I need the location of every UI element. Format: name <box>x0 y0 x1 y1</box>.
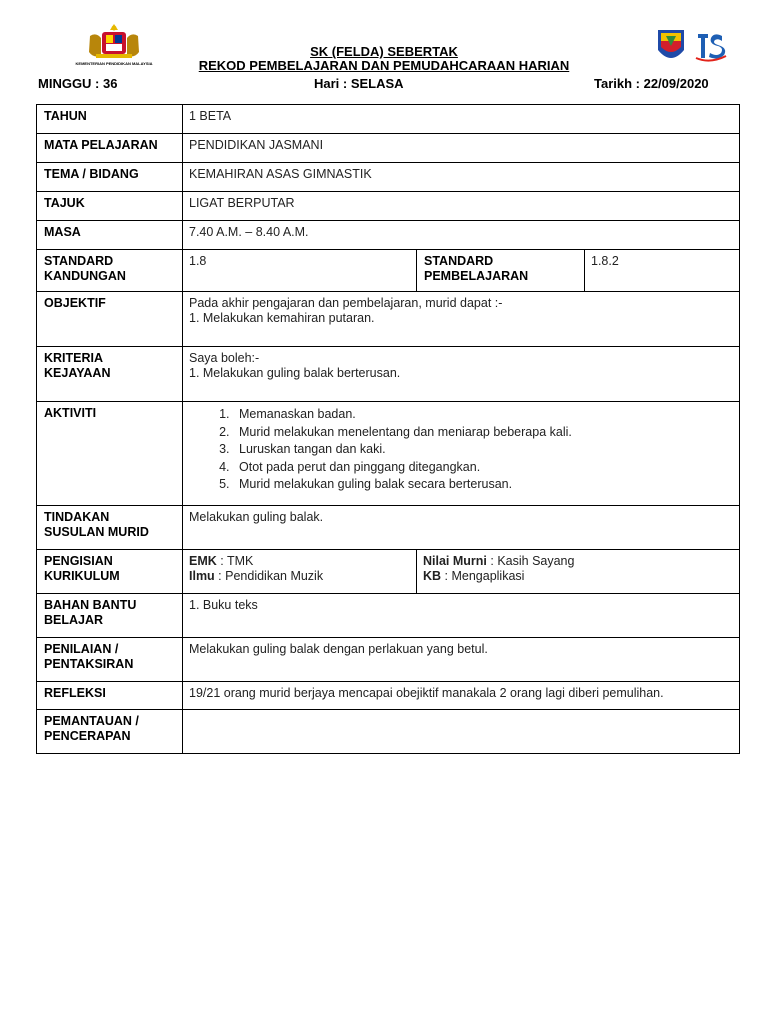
emk-value: : TMK <box>216 554 254 568</box>
label-kriteria-2: KEJAYAAN <box>44 366 111 380</box>
kb-key: KB <box>423 569 442 583</box>
value-objektif <box>183 292 740 347</box>
value-standard-kandungan: 1.8 <box>183 250 417 292</box>
value-standard-pembelajaran: 1.8.2 <box>585 250 740 292</box>
kpm-caption: KEMENTERIAN PENDIDIKAN MALAYSIA <box>75 61 153 66</box>
label-tindakan-1: TINDAKAN <box>44 510 110 524</box>
row-mata-pelajaran <box>37 134 740 163</box>
label-pemantauan <box>37 710 183 754</box>
objektif-line-2: 1. Melakukan kemahiran putaran. <box>189 311 375 325</box>
label-penilaian <box>37 638 183 682</box>
label-standard-pembelajaran-2: PEMBELAJARAN <box>424 269 529 283</box>
row-tindakan <box>37 506 740 550</box>
value-tindakan: Melakukan guling balak. <box>183 506 740 550</box>
school-name: SK (FELDA) SEBERTAK <box>310 44 458 59</box>
value-pengisian-left <box>183 550 417 594</box>
value-mata-pelajaran: PENDIDIKAN JASMANI <box>183 134 740 163</box>
label-standard-pembelajaran <box>417 250 585 292</box>
row-aktiviti <box>37 402 740 506</box>
nilai-key: Nilai Murni <box>423 554 487 568</box>
row-standard <box>37 250 740 292</box>
emk-key: EMK <box>189 554 217 568</box>
aktiviti-item: 2. Murid melakukan menelentang dan meniarap beberapa kali. <box>233 424 733 442</box>
nilai-line <box>423 554 733 569</box>
aktiviti-item: 4. Otot pada perut dan pinggang ditegangkan. <box>233 459 733 477</box>
kb-value: : Mengaplikasi <box>441 569 525 583</box>
emk-line <box>189 554 410 569</box>
nilai-value: : Kasih Sayang <box>486 554 575 568</box>
aktiviti-item: 1. Memanaskan badan. <box>233 406 733 424</box>
row-tema <box>37 163 740 192</box>
kb-line <box>423 569 733 584</box>
label-bahan-2: BELAJAR <box>44 613 104 627</box>
row-pemantauan <box>37 710 740 754</box>
kriteria-line-1: Saya boleh:- <box>189 351 260 365</box>
label-kriteria-1: KRITERIA <box>44 351 104 365</box>
label-mata-pelajaran: MATA PELAJARAN <box>37 134 183 163</box>
value-pengisian-right <box>417 550 740 594</box>
row-penilaian <box>37 638 740 682</box>
value-aktiviti <box>183 402 740 506</box>
label-masa: MASA <box>37 221 183 250</box>
label-standard-kandungan-2: KANDUNGAN <box>44 269 126 283</box>
label-standard-kandungan-1: STANDARD <box>44 254 114 268</box>
value-tajuk: LIGAT BERPUTAR <box>183 192 740 221</box>
row-tajuk <box>37 192 740 221</box>
row-masa <box>37 221 740 250</box>
label-objektif: OBJEKTIF <box>37 292 183 347</box>
row-kriteria <box>37 347 740 402</box>
objektif-line-1: Pada akhir pengajaran dan pembelajaran, murid dapat :- <box>189 296 503 310</box>
label-refleksi: REFLEKSI <box>37 682 183 710</box>
label-tajuk: TAJUK <box>37 192 183 221</box>
aktiviti-item: 5. Murid melakukan guling balak secara berterusan. <box>233 476 733 494</box>
row-objektif <box>37 292 740 347</box>
week-label: MINGGU : 36 <box>38 76 118 91</box>
row-bahan <box>37 594 740 638</box>
label-tahun: TAHUN <box>37 105 183 134</box>
ilmu-value: : Pendidikan Muzik <box>214 569 324 583</box>
label-standard-kandungan <box>37 250 183 292</box>
label-pengisian-2: KURIKULUM <box>44 569 120 583</box>
day-label: Hari : SELASA <box>314 76 404 91</box>
ilmu-key: Ilmu <box>189 569 215 583</box>
kriteria-line-2: 1. Melakukan guling balak berterusan. <box>189 366 401 380</box>
label-bahan-1: BAHAN BANTU <box>44 598 137 612</box>
value-pemantauan <box>183 710 740 754</box>
aktiviti-list <box>189 406 733 494</box>
label-pengisian <box>37 550 183 594</box>
value-refleksi: 19/21 orang murid berjaya mencapai obejiktif manakala 2 orang lagi diberi pemulihan. <box>183 682 740 710</box>
value-tahun: 1 BETA <box>183 105 740 134</box>
ilmu-line <box>189 569 410 584</box>
value-bahan: 1. Buku teks <box>183 594 740 638</box>
label-tindakan-2: SUSULAN MURID <box>44 525 149 539</box>
row-tahun <box>37 105 740 134</box>
document-title: REKOD PEMBELAJARAN DAN PEMUDAHCARAAN HARIAN <box>198 58 570 73</box>
label-standard-pembelajaran-1: STANDARD <box>424 254 494 268</box>
value-penilaian: Melakukan guling balak dengan perlakuan yang betul. <box>183 638 740 682</box>
label-pemantauan-1: PEMANTAUAN / <box>44 714 139 728</box>
label-bahan <box>37 594 183 638</box>
value-kriteria <box>183 347 740 402</box>
label-penilaian-1: PENILAIAN / <box>44 642 119 656</box>
label-tema: TEMA / BIDANG <box>37 163 183 192</box>
label-aktiviti: AKTIVITI <box>37 402 183 506</box>
label-tindakan <box>37 506 183 550</box>
label-kriteria <box>37 347 183 402</box>
aktiviti-item: 3. Luruskan tangan dan kaki. <box>233 441 733 459</box>
row-pengisian <box>37 550 740 594</box>
row-refleksi <box>37 682 740 710</box>
value-masa: 7.40 A.M. – 8.40 A.M. <box>183 221 740 250</box>
value-tema: KEMAHIRAN ASAS GIMNASTIK <box>183 163 740 192</box>
label-pemantauan-2: PENCERAPAN <box>44 729 131 743</box>
label-penilaian-2: PENTAKSIRAN <box>44 657 134 671</box>
label-pengisian-1: PENGISIAN <box>44 554 113 568</box>
date-label: Tarikh : 22/09/2020 <box>594 76 709 91</box>
lesson-plan-table <box>36 104 740 754</box>
